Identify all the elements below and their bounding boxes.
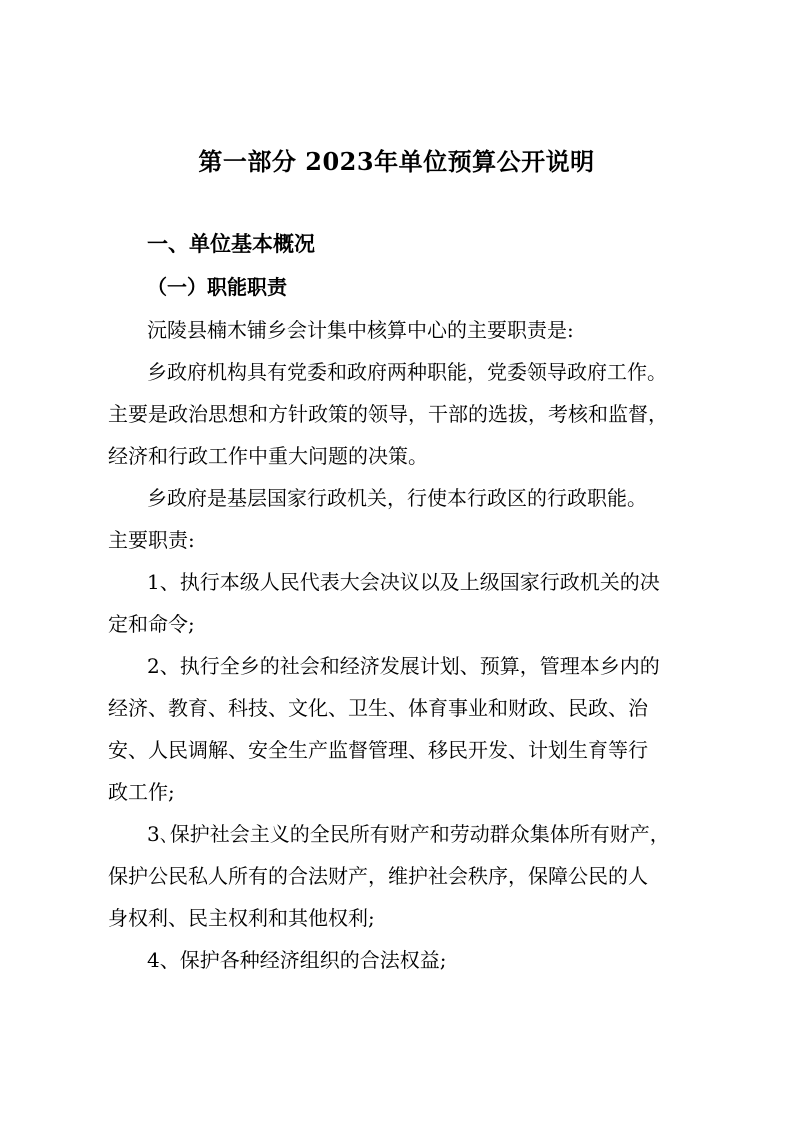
- page-title: 第一部分 2023年单位预算公开说明: [198, 147, 595, 176]
- paragraph-line: 经济和行政工作中重大问题的决策。: [108, 444, 428, 468]
- paragraph-line: 保护公民私人所有的合法财产，维护社会秩序，保障公民的人: [108, 864, 648, 888]
- paragraph-line: 经济、教育、科技、文化、卫生、体育事业和财政、民政、治: [108, 696, 648, 720]
- paragraph-line: 3､保护社会主义的全民所有财产和劳动群众集体所有财产，: [147, 822, 670, 846]
- paragraph-line: 安、人民调解、安全生产监督管理、移民开发、计划生育等行: [108, 738, 648, 762]
- paragraph-line: 定和命令;: [108, 612, 195, 636]
- paragraph-line: 1、执行本级人民代表大会决议以及上级国家行政机关的决: [147, 570, 660, 594]
- paragraph-line: 乡政府机构具有党委和政府两种职能，党委领导政府工作。: [147, 360, 667, 384]
- subsection-heading: （一）职能职责: [147, 275, 287, 299]
- paragraph-line: 2、执行全乡的社会和经济发展计划、预算，管理本乡内的: [147, 654, 660, 678]
- paragraph-line: 身权利、民主权利和其他权利;: [108, 906, 375, 930]
- section-heading: 一、单位基本概况: [147, 231, 315, 256]
- paragraph-line: 乡政府是基层国家行政机关，行使本行政区的行政职能。: [147, 486, 647, 510]
- paragraph-line: 政工作;: [108, 780, 175, 804]
- paragraph-line: 沅陵县楠木铺乡会计集中核算中心的主要职责是:: [147, 318, 574, 342]
- paragraph-line: 主要职责:: [108, 528, 195, 552]
- paragraph-line: 主要是政治思想和方针政策的领导，干部的选拔，考核和监督，: [108, 402, 668, 426]
- paragraph-line: 4、保护各种经济组织的合法权益;: [147, 948, 447, 972]
